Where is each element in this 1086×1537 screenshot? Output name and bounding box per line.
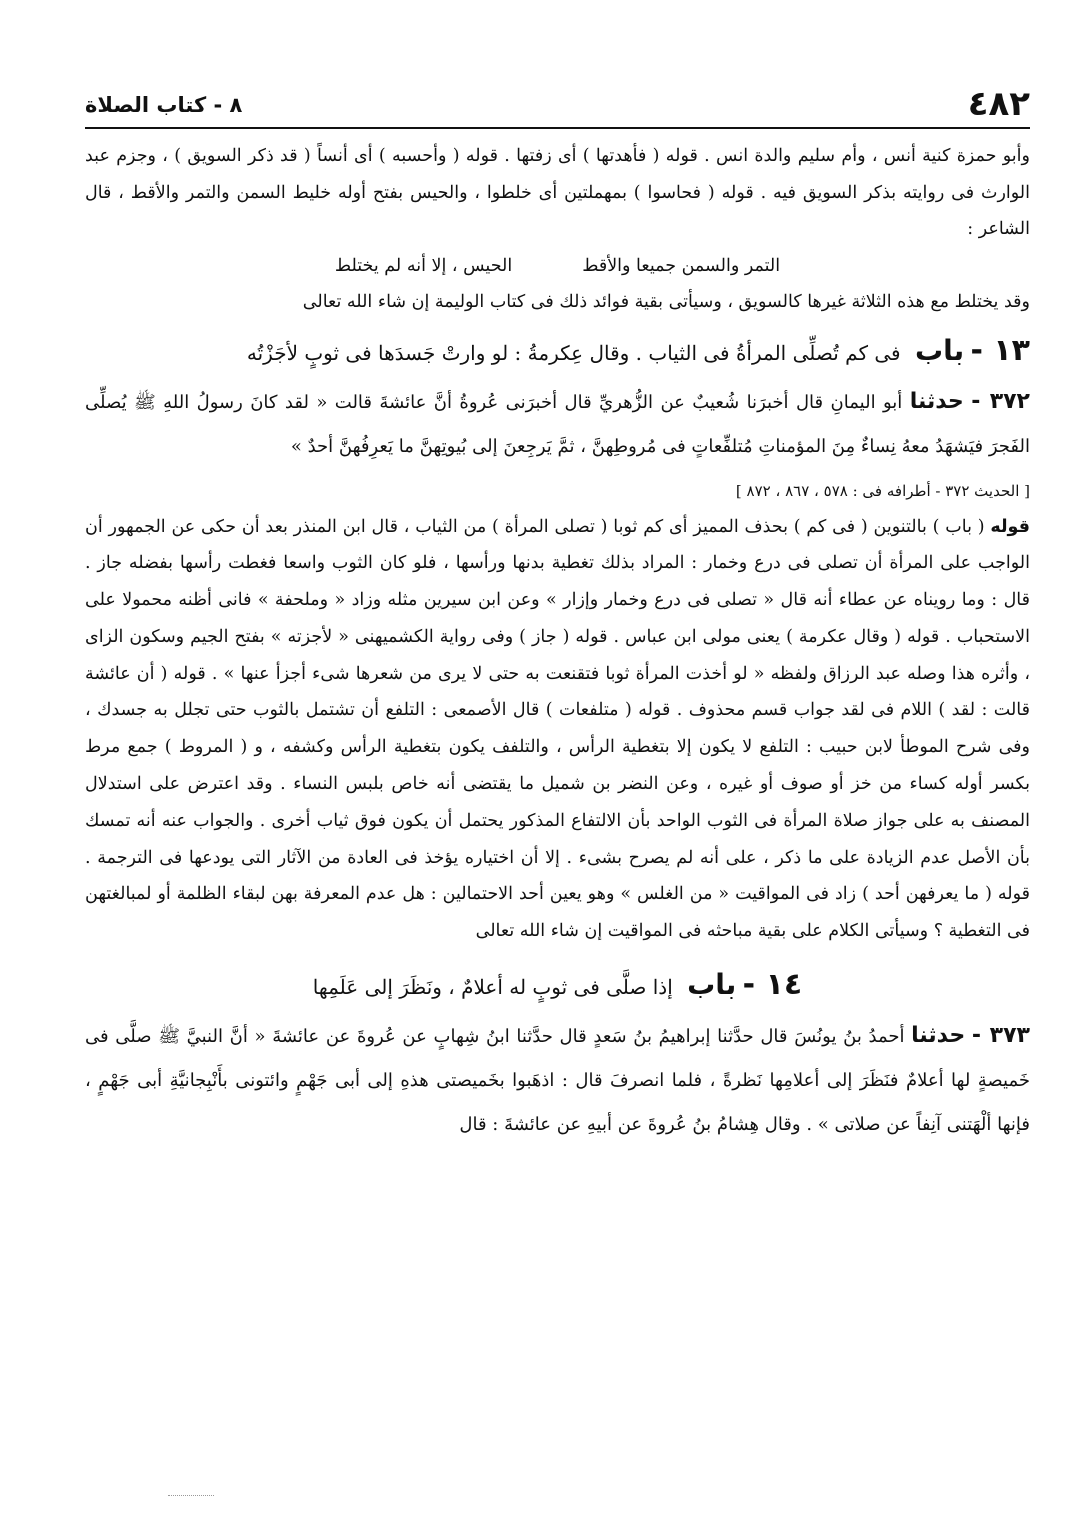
chapter-13-heading bbox=[85, 328, 1030, 376]
opening-paragraph: وأبو حمزة كنية أنس ، وأم سليم والدة انس . قوله ( فأهدتها ) أى زفتها . قوله ( وأحسبه ) أى أنساً ( قد ذكر السويق ) ، وجزم عبد الوارث فى روايته بذكر السويق فيه . قوله ( فحاسوا ) بمهملتين أى خلطوا ، والحيس بفتح أوله خليط السمن والتمر والأقط ، قال الشاعر : bbox=[85, 146, 1030, 239]
footer-dotted-mark bbox=[168, 1495, 214, 1500]
chapter-title: إذا صلَّى فى ثوبٍ له أعلامٌ ، ونَظَرَ إلى عَلَمِها bbox=[312, 975, 673, 1000]
hadith-373 bbox=[85, 1014, 1030, 1147]
hadith-intro: حدثنا bbox=[911, 1023, 966, 1049]
poem-second-hemistich: الحيس ، إلا أنه لم يختلط bbox=[334, 255, 513, 276]
chapter-number: ١٤ - bbox=[742, 967, 803, 1003]
chapter-bab-label: باب bbox=[687, 968, 737, 1002]
hadith-text: أحمدُ بنُ يونُسَ قال حدَّثنا إبراهيمُ بنُ سَعدٍ قال حدَّثنا ابنُ شِهابٍ عن عُروةَ عن عائشةَ « أنَّ النبيَّ ﷺ صلَّى فى خَميصةٍ لها أعلامٌ فنَظَرَ إلى أعلامِها نَظرةً ، فلما انصرفَ قال : اذهَبوا بخَميصتى هذهِ إلى أبى جَهْمٍ وائتونى بأَنْبِجانيَّةِ أبى جَهْمٍ ، فإنها ألْهَتنى آنِفاً عن صلاتى » . وقال هِشامُ بنُ عُروةَ عن أبيهِ عن عائشةَ : قال bbox=[85, 1026, 1030, 1136]
chapter-number: ١٣ - bbox=[970, 332, 1030, 368]
running-title: ٨ - كتاب الصلاة bbox=[85, 93, 243, 117]
opening-closing-line: وقد يختلط مع هذه الثلاثة غيرها كالسويق ، وسيأتى بقية فوائد ذلك فى كتاب الوليمة إن شاء الله تعالى bbox=[302, 291, 1030, 312]
hadith-number: ٣٧٢ - bbox=[971, 388, 1030, 414]
commentary-text: ( باب ) بالتنوين ( فى كم ) بحذف المميز أى كم ثوبا ( تصلى المرأة ) من الثياب ، قال ابن المنذر بعد أن حكى عن الجمهور أن الواجب على المرأة أن تصلى فى درع وخمار : المراد بذلك تغطية بدنها ورأسها ، فلو كان الثوب واسعا فغطت رأسها بفضله جاز . قال : وما رويناه عن عطاء أنه قال « تصلى فى درع وخمار وإزار » وعن ابن سيرين مثله وزاد « وملحفة » فانى أظنه محمولا على الاستحباب . قوله ( وقال عكرمة ) يعنى مولى ابن عباس . قوله ( جاز ) وفى رواية الكشميهنى « لأجزته » بفتح الجيم وسكون الزاى ، وأثره هذا وصله عبد الرزاق ولفظه « لو أخذت المرأة ثوبا فتقنعت به حتى لا يرى من شعرها شىء أجزأ عنها » . قوله ( أن عائشة قالت : لقد ) اللام فى لقد جواب قسم محذوف . قوله ( متلفعات ) قال الأصمعى : التلفع أن تشتمل بالثوب حتى تجلل به جسدك ، وفى شرح الموطأ لابن حبيب : التلفع لا يكون إلا بتغطية الرأس ، والتلفف يكون بتغطية الرأس وكشفه ، و ( المروط ) جمع مرط بكسر أوله كساء من خز أو صوف أو غيره ، وعن النضر بن شميل ما يقتضى أنه خاص بلبس النساء . وقد اعترض على استدلال المصنف به على جواز صلاة المرأة فى الثوب الواحد بأن الالتفاع المذكور يحتمل أن يكون فوق ثياب أخرى . والجواب عنه أنه تمسك بأن الأصل عدم الزيادة على ما ذكر ، على أنه لم يصرح بشىء . إلا أن اختياره يؤخذ فى العادة من الآثار التى يودعها فى الترجمة . قوله ( ما يعرفهن أحد ) زاد فى المواقيت « من الغلس » وهو يعين أحد الاحتمالين : هل عدم المعرفة بهن لبقاء الظلمة أو لمبالغتهن فى التغطية ؟ وسيأتى الكلام على بقية مباحثه فى المواقيت إن شاء الله تعالى bbox=[85, 516, 1030, 942]
page-number: ٤٨٢ bbox=[967, 84, 1030, 124]
qawl-label: قوله bbox=[990, 516, 1030, 537]
hadith-reference: [ الحديث ٣٧٢ - أطرافه فى : ٥٧٨ ، ٨٦٧ ، ٨٧٢ ] bbox=[735, 481, 1030, 500]
hadith-text: أبو اليمانِ قال أخبرَنا شُعيبٌ عن الزُّهريِّ قال أخبرَنى عُروةُ أنَّ عائشةَ قالت « لقد كانَ رسولُ اللهِ ﷺ يُصلِّى الفَجرَ فيَشهَدُ معهُ نِساءٌ مِنَ المؤمناتِ مُتلفِّعاتٍ فى مُروطِهنَّ ، ثمَّ يَرجِعنَ إلى بُيوتِهنَّ ما يَعرِفُهنَّ أحدٌ » bbox=[85, 391, 1030, 457]
hadith-372 bbox=[85, 380, 1030, 469]
page-content bbox=[85, 138, 1030, 1457]
page-header bbox=[85, 82, 1030, 124]
poem-verse bbox=[85, 248, 1030, 284]
chapter-14-heading bbox=[85, 962, 1030, 1010]
commentary-chapter-13 bbox=[85, 509, 1030, 951]
header-rule bbox=[85, 127, 1030, 129]
hadith-intro: حدثنا bbox=[909, 388, 964, 414]
hadith-number: ٣٧٣ - bbox=[971, 1023, 1030, 1049]
poem-first-hemistich: التمر والسمن جميعا والأقط bbox=[582, 255, 781, 276]
chapter-bab-label: باب bbox=[914, 333, 965, 367]
chapter-title: فى كم تُصلِّى المرأةُ فى الثياب . وقال عِكرمةُ : لو وارتْ جَسدَها فى ثوبٍ لأجَزْتُه bbox=[246, 340, 901, 365]
